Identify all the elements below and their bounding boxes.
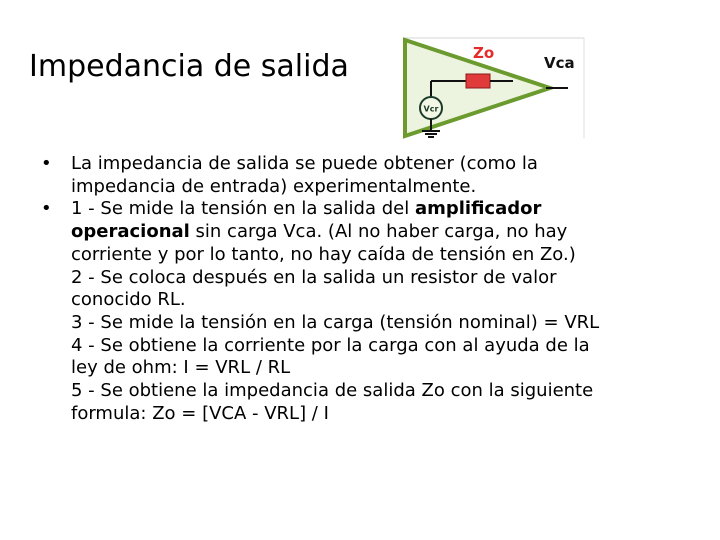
amplifier-output-impedance-diagram [398, 36, 588, 140]
bold-term-amplificador: amplificador [414, 198, 542, 220]
bullet-marker: • [41, 153, 52, 174]
bullet-marker: • [41, 198, 52, 220]
bullet-text: 1 - Se mide la tensión en la salida del [71, 198, 415, 220]
bullet-line: 3 - Se mide la tensión en la carga (tensión nominal) = VRL [71, 311, 600, 333]
bullet-item-2 [35, 198, 695, 425]
bold-term-operacional: operacional [71, 221, 190, 243]
bullet-line: 4 - Se obtiene la corriente por la carga con al ayuda de la [71, 334, 590, 356]
bullet-line: corriente y por lo tanto, no hay caída de tensión en Zo.) [71, 243, 576, 265]
vca-label: Vca [544, 54, 575, 72]
bullet-line: 2 - Se coloca después en la salida un resistor de valor [71, 266, 557, 288]
bullet-line [71, 198, 695, 221]
voltmeter-label: Vcr [423, 104, 439, 114]
bullet-item-1 [35, 153, 695, 198]
bullet-line: La impedancia de salida se puede obtener (como la [71, 153, 538, 174]
bullet-text: sin carga Vca. (Al no haber carga, no hay [189, 221, 568, 243]
bullet-line: impedancia de entrada) experimentalmente. [71, 175, 477, 197]
slide-title: Impedancia de salida [29, 49, 349, 84]
bullet-line: 5 - Se obtiene la impedancia de salida Zo con la siguiente [71, 380, 594, 402]
bullet-line: formula: Zo = [VCA - VRL] / I [71, 402, 329, 424]
bullet-line: ley de ohm: I = VRL / RL [71, 357, 291, 379]
zo-label: Zo [473, 44, 495, 62]
output-resistor-zo [466, 74, 490, 88]
bullet-list [35, 153, 695, 425]
bullet-line: conocido RL. [71, 289, 186, 311]
bullet-line [71, 221, 695, 244]
